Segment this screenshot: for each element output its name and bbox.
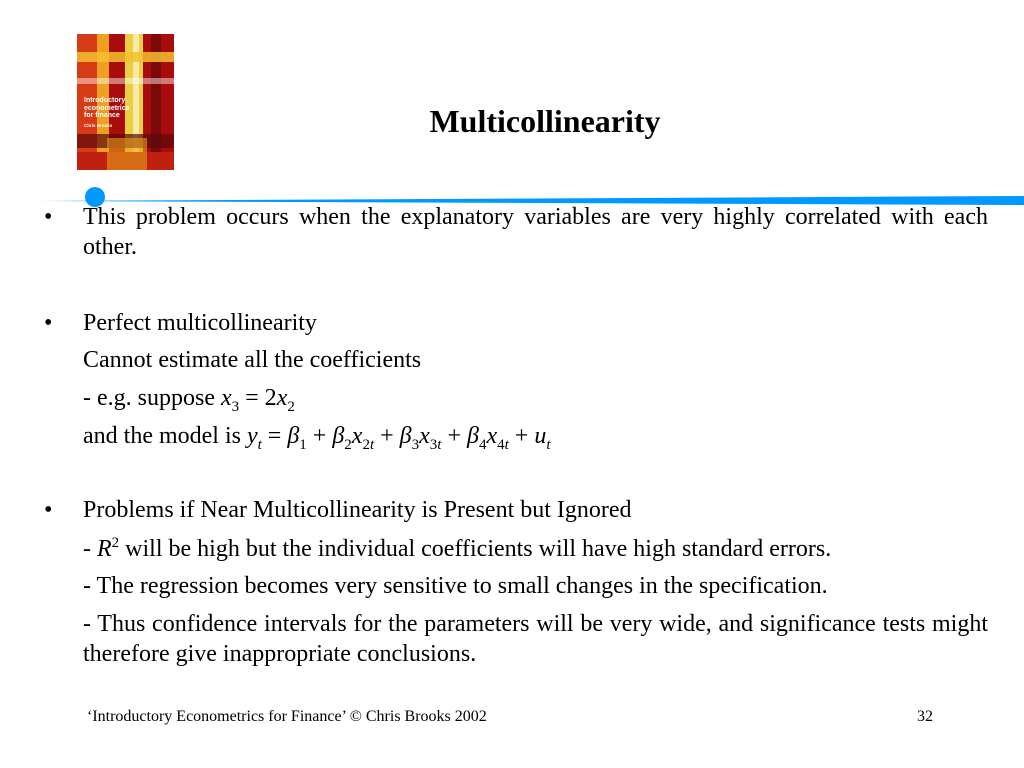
- sub-line-r-squared: - $R^2$ will be high but the individual coefficients will have high standard errors.: [83, 535, 832, 562]
- sub-line: - Thus confidence intervals for the parameters will be very wide, and significance tests might therefore give inappropriate conclusions.: [83, 611, 988, 667]
- sub-line: - The regression becomes very sensitive to small changes in the specification.: [83, 573, 828, 599]
- sub-line-example: - e.g. suppose $x_3 = 2x_2$: [83, 385, 295, 415]
- page-number: 32: [917, 708, 933, 725]
- sub-line: Cannot estimate all the coefficients: [83, 347, 422, 373]
- bullet-text: This problem occurs when the explanatory variables are very highly correlated with each other.: [83, 204, 988, 260]
- footer-citation: ‘Introductory Econometrics for Finance’ © Chris Brooks 2002: [87, 708, 487, 725]
- cover-title: Introductory econometrics for finance: [84, 97, 130, 120]
- bullet-text: Perfect multicollinearity: [83, 310, 317, 336]
- bullet-text: Problems if Near Multicollinearity is Present but Ignored: [83, 497, 632, 523]
- bullet-marker: •: [44, 204, 53, 230]
- slide-title: Multicollinearity: [429, 103, 661, 139]
- bullet-marker: •: [44, 310, 53, 336]
- cover-author: Chris Brooks: [84, 123, 113, 128]
- bullet-marker: •: [44, 497, 53, 523]
- bullet-item-3: [44, 495, 988, 525]
- sub-line-model: and the model is $y_t = \beta_1 + \beta_2x_{2t} + \beta_3x_{3t} + \beta_4x_{4t} + u_t$: [83, 423, 551, 453]
- bullet-item-2: [44, 308, 988, 338]
- bullet-item-1: [44, 202, 988, 262]
